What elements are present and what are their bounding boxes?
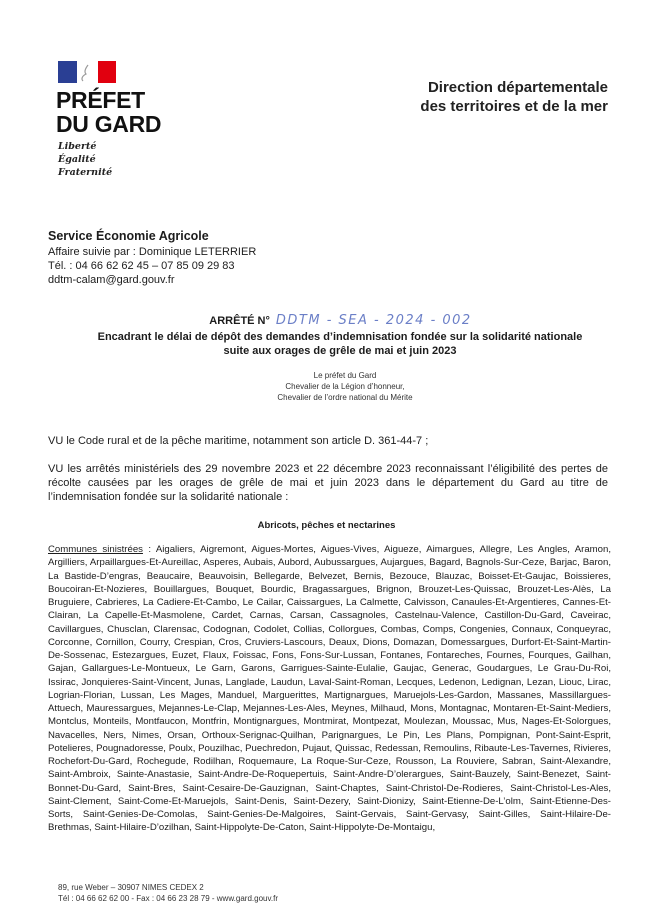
affaire-suivie: Affaire suivie par : Dominique LETERRIER [48,246,257,258]
marianne-logo-icon [58,61,116,83]
prefet-line-1: Le préfet du Gard [313,371,377,380]
arrete-label: ARRÊTÉ N° [209,315,270,327]
arrete-subtitle [60,330,620,358]
logo-line-2: DU GARD [56,111,162,137]
communes-list [48,543,611,835]
arrete-subtitle-line-2: suite aux orages de grêle de mai et juin 2023 [223,345,457,357]
communes-label: Communes sinistrées [48,544,143,555]
prefet-line-3: Chevalier de l’ordre national du Mérite [277,393,413,402]
service-email: ddtm-calam@gard.gouv.fr [48,274,175,286]
arrete-subtitle-line-1: Encadrant le délai de dépôt des demandes d’indemnisation fondée sur la solidarité nationale [97,331,583,343]
vu-code-rural: VU le Code rural et de la pêche maritime, notamment son article D. 361-44-7 ; [48,435,429,447]
vu-arretes-ministeriels: VU les arrêtés ministériels des 29 novembre 2023 et 22 décembre 2023 reconnaissant l’éligibilité des pertes de récolte causées par les orages de grêle de mai et juin 2023 dans le département du Gard au titre de l’indemnisation fondée sur la solidarité nationale : [48,463,608,503]
direction-line-1: Direction départementale [427,79,608,96]
prefet-signature-heading [235,370,455,403]
service-contact-block [48,229,256,287]
republic-motto [58,140,112,179]
arrete-title [0,313,653,328]
footer-address [58,882,278,904]
logo-wordmark [56,88,161,136]
section-heading: Abricots, pêches et nectarines [257,520,396,531]
motto-liberte: Liberté [58,141,97,152]
footer-contact: Tél : 04 66 62 62 00 - Fax : 04 66 23 28 79 - www.gard.gouv.fr [58,894,278,903]
direction-line-2: des territoires et de la mer [420,98,608,115]
motto-egalite: Égalité [58,154,96,165]
communes-text: : Aigaliers, Aigremont, Aigues-Mortes, Aigues-Vives, Aigueze, Aimargues, Allegre, Les Angles, Aramon, Argilliers, Arpaillargues-Et-Aureillac, Asperes, Aubais, Aubord, Aubussargues, Aujargues, Bagard, Bagnols-Sur-Ceze, Barjac, Baron, La Bastide-D’engras, Beaucaire, Beauvoisin, Bellegarde, Belvezet, Bernis, Bezouce, Blauzac, Boisset-Et-Gaujac, Boissieres, Boucoiran-Et-Nozieres, Bouillargues, Bouquet, Bourdic, Bragassargues, Brignon, Brouzet-Les-Quissac, Brouzet-Les-Alès, La Bruguiere, Cabrieres, La Cadiere-Et-Cambo, Le Cailar, Caissargues, La Calmette, Calvisson, Canaules-Et-Argentieres, Cannes-Et-Clairan, La Capelle-Et-Masmolene, Cardet, Carnas, Carsan, Cassagnoles, Castelnau-Valence, Castillon-Du-Gard, Caveirac, Cavillargues, Chusclan, Clarensac, Codognan, Codolet, Collias, Collorgues, Combas, Comps, Congenies, Connaux, Conqueyrac, Corconne, Cornillon, Courry, Crespian, Cros, Cruviers-Lascours, Deaux, Dions, Domazan, Domessargues, Durfort-Et-Saint-Martin-De-Sossenac, Estezargues, Euzet, Flaux, Foissac, Fons, Fons-Sur-Lussan, Fontanes, Fontareches, Fournes, Fourques, Gailhan, Gajan, Gallargues-Le-Montueux, Le Garn, Garons, Garrigues-Sainte-Eulalie, Gaujac, Generac, Goudargues, Le Grau-Du-Roi, Issirac, Jonquieres-Saint-Vincent, Junas, Langlade, Laudun, Laval-Saint-Roman, Lecques, Ledenon, Ledignan, Lezan, Liouc, Lirac, Logrian-Florian, Lussan, Les Mages, Manduel, Marguerittes, Martignargues, Maruejols-Les-Gardon, Massanes, Massillargues-Attuech, Mauressargues, Mejannes-Le-Clap, Mejannes-Les-Ales, Meynes, Milhaud, Mons, Montagnac, Montaren-Et-Saint-Mediers, Montclus, Monteils, Montfaucon, Montfrin, Montignargues, Montmirat, Montpezat, Moulezan, Moussac, Mus, Nages-Et-Solorgues, Navacelles, Ners, Nimes, Orsan, Orthoux-Serignac-Quilhan, Parignargues, Le Pin, Les Plans, Pompignan, Pont-Saint-Esprit, Potelieres, Pougnadoresse, Poulx, Pouzilhac, Puechredon, Pujaut, Quissac, Redessan, Remoulins, Ribaute-Les-Tavernes, Rivieres, Rochefort-Du-Gard, Rochegude, Rodilhan, Roquemaure, La Roque-Sur-Ceze, Rousson, La Rouviere, Sabran, Saint-Alexandre, Saint-Ambroix, Sainte-Anastasie, Saint-Andre-De-Roquepertuis, Saint-Andre-D’olerargues, Saint-Bauzely, Saint-Benezet, Saint-Bonnet-Du-Gard, Saint-Bres, Saint-Cesaire-De-Gauzignan, Saint-Chaptes, Saint-Christol-De-Rodieres, Saint-Christol-Les-Ales, Saint-Clement, Saint-Come-Et-Maruejols, Saint-Denis, Saint-Dezery, Saint-Dionizy, Saint-Etienne-De-L’olm, Saint-Etienne-Des-Sorts, Saint-Genies-De-Comolas, Saint-Genies-De-Malgoires, Saint-Gervais, Saint-Gervasy, Saint-Gilles, Saint-Hilaire-De-Brethmas, Saint-Hilaire-D’ozilhan, Saint-Hippolyte-De-Caton, Saint-Hippolyte-De-Montaigu, [48,544,611,834]
footer-street: 89, rue Weber – 30907 NIMES CEDEX 2 [58,883,204,892]
logo-line-1: PRÉFET [56,87,145,113]
issuing-direction [420,78,608,116]
service-phone: Tél. : 04 66 62 62 45 – 07 85 09 29 83 [48,260,235,272]
service-title: Service Économie Agricole [48,229,209,243]
motto-fraternite: Fraternité [58,167,113,178]
prefet-line-2: Chevalier de la Légion d’honneur, [285,382,405,391]
arrete-number-handwritten: DDTM - SEA - 2024 - 002 [275,313,472,328]
